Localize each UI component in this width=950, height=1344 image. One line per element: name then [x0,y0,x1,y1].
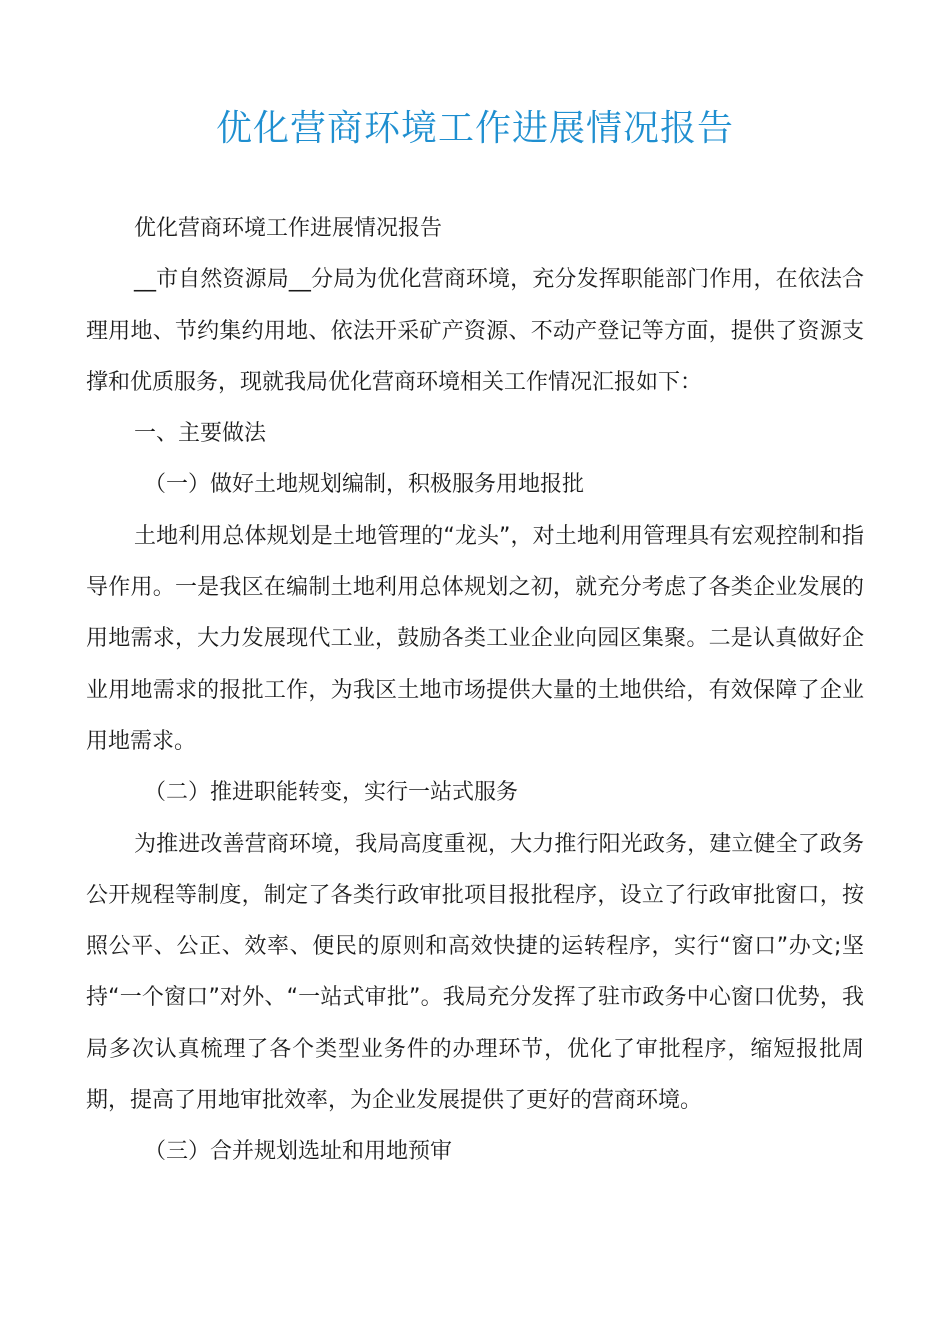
paragraph-intro: __市自然资源局__分局为优化营商环境，充分发挥职能部门作用，在依法合理用地、节约集约用地、依法开采矿产资源、不动产登记等方面，提供了资源支撑和优质服务，现就我局优化营商环境相关工作情况汇报如下： [86,267,864,395]
subsection-heading-3: （三）合并规划选址和用地预审 [144,1139,453,1165]
section-heading-main-practices: 一、主要做法 [134,421,267,447]
paragraph-one-stop-service: 为推进改善营商环境，我局高度重视，大力推行阳光政务，建立健全了政务公开规程等制度，制定了各类行政审批项目报批程序，设立了行政审批窗口，按照公平、公正、效率、便民的原则和高效快捷的运转程序，实行“窗口”办文;坚持“一个窗口”对外、“一站式审批”。我局充分发挥了驻市政务中心窗口优势，我局多次认真梳理了各个类型业务件的办理环节，优化了审批程序，缩短报批周期，提高了用地审批效率，为企业发展提供了更好的营商环境。 [86,831,864,1114]
document-body [86,203,864,1178]
document-title: 优化营商环境工作进展情况报告 [215,108,734,149]
subsection-heading-1: （一）做好土地规划编制，积极服务用地报批 [144,472,585,498]
subsection-heading-2: （二）推进职能转变，实行一站式服务 [144,780,519,806]
paragraph-subtitle: 优化营商环境工作进展情况报告 [134,216,443,241]
paragraph-land-planning: 土地利用总体规划是土地管理的“龙头”，对土地利用管理具有宏观控制和指导作用。一是我区在编制土地利用总体规划之初，就充分考虑了各类企业发展的用地需求，大力发展现代工业，鼓励各类工业企业向园区集聚。二是认真做好企业用地需求的报批工作，为我区土地市场提供大量的土地供给，有效保障了企业用地需求。 [86,523,864,754]
